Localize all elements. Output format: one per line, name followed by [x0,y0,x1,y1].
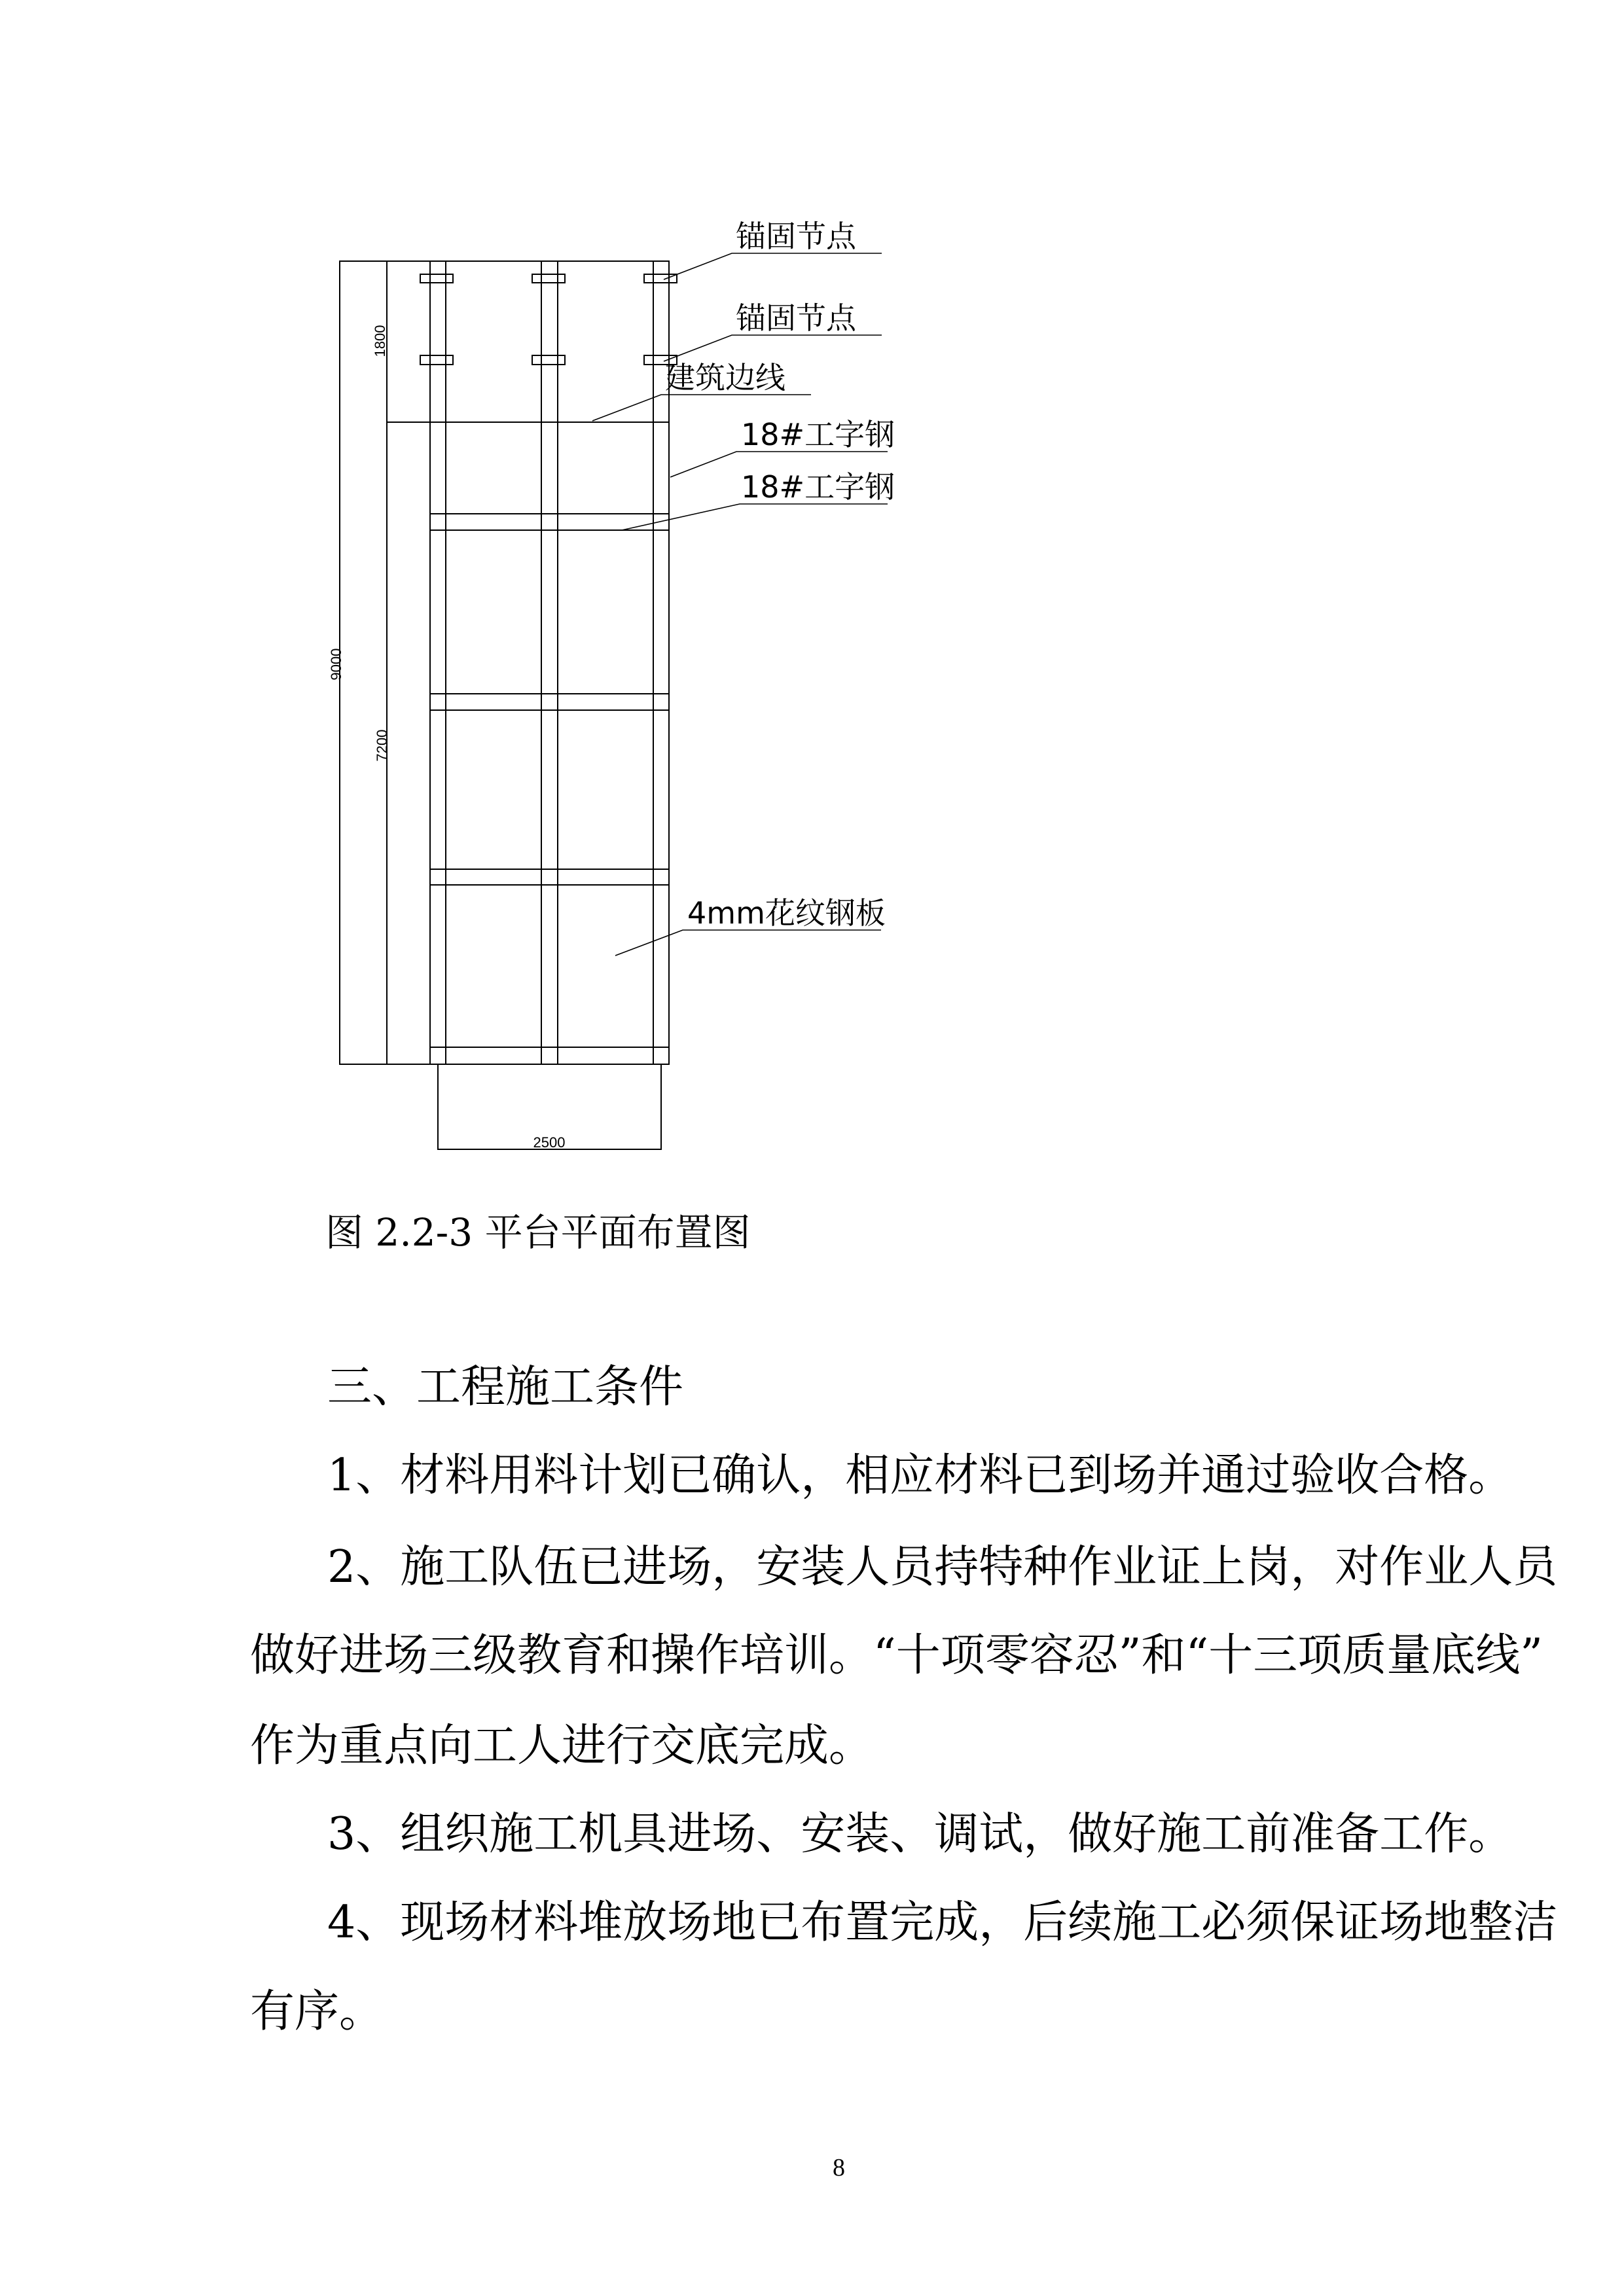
anchor-plate [420,355,453,365]
paragraph-line: 2、施工队伍已进场，安装人员持特种作业证上岗，对作业人员 [327,1541,1558,1593]
label-i-beam-2: 18#工字钢 [741,469,895,505]
leader-lines [592,253,888,956]
anchor-plate [532,274,565,283]
section-heading: 三、工程施工条件 [327,1361,684,1413]
anchor-plate [644,274,677,283]
label-anchor-node-1: 锚固节点 [736,219,856,254]
longitudinal-beams [430,261,669,1064]
leader-anchor-node-2 [664,335,882,361]
paragraph-line: 4、现场材料堆放场地已布置完成，后续施工必须保证场地整洁 [327,1897,1558,1948]
outer-dimension-frame [340,261,669,1064]
anchor-plate [532,355,565,365]
beam-column-left [430,261,446,1064]
leader-i-beam-2 [622,504,888,530]
leader-anchor-node-1 [664,253,882,279]
leader-checker-plate [615,930,881,956]
page-number: 8 [833,2154,845,2181]
anchor-plates [420,274,677,365]
paragraph-line: 1、材料用料计划已确认，相应材料已到场并通过验收合格。 [327,1450,1513,1501]
dimension-7200: 7200 [374,729,390,762]
dimension-1800: 1800 [372,325,388,357]
dimension-2500: 2500 [533,1134,566,1151]
paragraph-line: 3、组织施工机具进场、安装、调试，做好施工前准备工作。 [327,1808,1513,1860]
paragraph-line: 有序。 [250,1986,384,2037]
paragraph-line: 作为重点向工人进行交底完成。 [250,1720,874,1772]
label-building-edge: 建筑边线 [665,360,785,395]
cross-beam [430,1047,669,1064]
beam-column-middle [541,261,558,1064]
cross-beam [430,694,669,710]
cross-beam [430,869,669,885]
label-i-beam-1: 18#工字钢 [741,417,895,452]
figure-caption: 图 2.2-3 平台平面布置图 [325,1210,751,1255]
paragraph-line: 做好进场三级教育和操作培训。“十项零容忍”和“十三项质量底线” [250,1630,1543,1681]
dimension-9000: 9000 [328,648,344,681]
anchor-plate [420,274,453,283]
label-anchor-node-2: 锚固节点 [736,300,856,336]
label-checker-plate: 4mm花纹钢板 [687,895,886,931]
cross-beams [430,514,669,1064]
